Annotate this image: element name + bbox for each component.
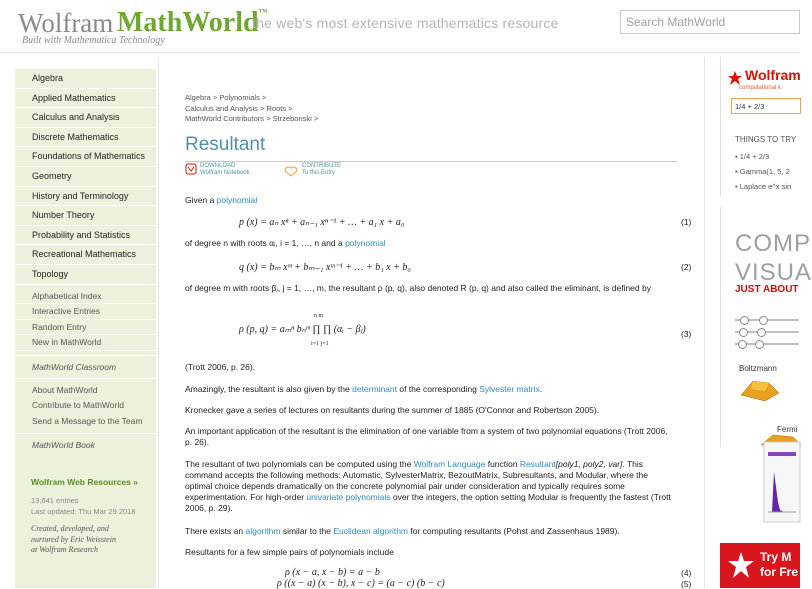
paragraph bbox=[185, 526, 675, 537]
link-polynomial[interactable]: polynomial bbox=[345, 238, 386, 248]
tagline: the web's most extensive mathematics resource bbox=[252, 15, 559, 31]
link-wolfram-language[interactable]: Wolfram Language bbox=[413, 459, 486, 469]
text: . bbox=[539, 384, 543, 394]
sidebar-item-applied-mathematics[interactable]: Applied Mathematics bbox=[15, 89, 156, 109]
breadcrumb bbox=[185, 93, 318, 125]
paragraph bbox=[185, 238, 675, 249]
product-upper-limits: n m bbox=[314, 313, 324, 319]
trademark: ™ bbox=[258, 7, 268, 17]
slider-handle[interactable] bbox=[738, 340, 747, 349]
equation-4: ρ (x − a, x − b) = a − b bbox=[285, 567, 380, 578]
slider[interactable] bbox=[735, 343, 799, 345]
paragraph: of degree m with roots βⱼ, j = 1, …, m, the resultant ρ (p, q), also denoted R (p, q) and also called the eliminant, is defined by bbox=[185, 283, 651, 293]
paragraph bbox=[185, 459, 675, 514]
try-item[interactable]: ▪ Gamma(1, 5, 2 bbox=[735, 167, 790, 176]
histogram-thumbnail bbox=[764, 442, 800, 527]
boltzmann-surface-image bbox=[739, 377, 781, 408]
paragraph: An important application of the resultant is the elimination of one variable from a system of two polynomial equations (Trott 2006, p. 26). bbox=[185, 426, 668, 447]
try-item-label: Laplace e^x sin bbox=[739, 182, 792, 191]
link-polynomial[interactable]: polynomial bbox=[216, 195, 258, 205]
things-to-try-heading: THINGS TO TRY bbox=[735, 135, 797, 144]
sidebar-item-calculus[interactable]: Calculus and Analysis bbox=[15, 108, 156, 128]
ad-heading-line: VISUA bbox=[735, 259, 812, 286]
link-resultant-function[interactable]: Resultant bbox=[519, 459, 556, 469]
slider-handle[interactable] bbox=[740, 316, 749, 325]
equation-2: q (x) = bₘ xᵐ + bₘ₋₁ xᵐ⁻¹ + … + b₁ x + b₀ bbox=[239, 262, 411, 273]
things-to-try-list bbox=[735, 149, 791, 194]
fermi-label: Fermi bbox=[777, 425, 798, 434]
site-header bbox=[0, 0, 800, 52]
wolfram-alpha-subtitle: computational k bbox=[739, 85, 782, 91]
slider-handle[interactable] bbox=[739, 328, 748, 337]
sidebar-item-classroom[interactable]: MathWorld Classroom bbox=[32, 361, 117, 372]
text: for computing resultants (Pohst and Zassenhaus 1989). bbox=[408, 526, 620, 536]
text: of the corresponding bbox=[397, 384, 480, 394]
ad-panel[interactable] bbox=[720, 207, 812, 447]
slider[interactable] bbox=[735, 319, 799, 321]
wolfram-alpha-widget bbox=[720, 57, 801, 197]
search-input[interactable]: Search MathWorld bbox=[620, 10, 800, 34]
sidebar-item-contribute[interactable]: Contribute to MathWorld bbox=[32, 400, 124, 411]
try-free-line: for Fre bbox=[760, 565, 799, 579]
sidebar-item-interactive-entries[interactable]: Interactive Entries bbox=[15, 304, 156, 320]
breadcrumb-line[interactable]: Calculus and Analysis > Roots > bbox=[185, 103, 293, 113]
download-icon bbox=[185, 163, 197, 175]
text: function bbox=[485, 459, 520, 469]
sidebar-item-discrete-mathematics[interactable]: Discrete Mathematics bbox=[15, 128, 156, 148]
sidebar-item-about[interactable]: About MathWorld bbox=[32, 384, 98, 395]
sidebar-divider bbox=[15, 433, 156, 434]
right-column bbox=[720, 57, 812, 588]
contribute-label-line1: CONTRIBUTE bbox=[302, 163, 341, 169]
text: of degree n with roots αᵢ, i = 1, …, n and a bbox=[185, 238, 346, 248]
text: similar to the bbox=[280, 526, 334, 536]
contribute-label bbox=[302, 163, 341, 177]
link-algorithm[interactable]: algorithm bbox=[245, 526, 281, 536]
text: Amazingly, the resultant is also given by the bbox=[185, 384, 353, 394]
last-updated: Last updated: Thu Mar 29 2018 bbox=[31, 507, 136, 516]
equation-number: (1) bbox=[681, 217, 692, 227]
credit-line: Created, developed, and bbox=[31, 524, 109, 533]
topic-nav bbox=[15, 69, 156, 285]
wolfram-spikey-icon bbox=[728, 71, 742, 85]
sidebar-item-new[interactable]: New in MathWorld bbox=[15, 335, 156, 351]
equation-1: p (x) = aₙ xⁿ + aₙ₋₁ xⁿ⁻¹ + … + a₁ x + a₀ bbox=[239, 217, 405, 228]
credit-line: at Wolfram Research bbox=[31, 545, 98, 554]
equation-5: ρ ((x − a) (x − b), x − c) = (a − c) (b − c) bbox=[277, 578, 445, 589]
function-arguments: [poly1, poly2, var] bbox=[555, 459, 623, 469]
link-univariate-polynomials[interactable]: univariate polynomials bbox=[306, 492, 391, 502]
paragraph: Resultants for a few simple pairs of polynomials include bbox=[185, 547, 394, 557]
slider-handle[interactable] bbox=[757, 328, 766, 337]
sidebar-item-topology[interactable]: Topology bbox=[15, 265, 156, 285]
link-determinant[interactable]: determinant bbox=[352, 384, 397, 394]
download-label-line1: DOWNLOAD bbox=[200, 163, 236, 169]
sidebar-divider bbox=[15, 355, 156, 356]
wolfram-spikey-icon bbox=[728, 552, 754, 578]
wolfram-alpha-logo[interactable]: Wolfram bbox=[745, 67, 801, 83]
text: There exists an bbox=[185, 526, 246, 536]
breadcrumb-line[interactable]: MathWorld Contributors > Strzebonski > bbox=[185, 114, 319, 124]
download-label-line2: Wolfram Notebook bbox=[200, 170, 250, 176]
text: Given a bbox=[185, 195, 217, 205]
sidebar-item-history[interactable]: History and Terminology bbox=[15, 187, 156, 207]
article bbox=[158, 57, 705, 588]
wolfram-alpha-input[interactable]: 1/4 + 2/3 bbox=[731, 98, 801, 114]
sidebar-item-alphabetical-index[interactable]: Alphabetical Index bbox=[15, 289, 156, 305]
sidebar-item-geometry[interactable]: Geometry bbox=[15, 167, 156, 187]
link-sylvester-matrix[interactable]: Sylvester matrix bbox=[479, 384, 540, 394]
download-label bbox=[200, 163, 250, 177]
title-divider bbox=[185, 161, 677, 162]
try-free-line: Try M bbox=[760, 550, 792, 564]
sidebar-item-foundations[interactable]: Foundations of Mathematics bbox=[15, 147, 156, 167]
sidebar-item-send-message[interactable]: Send a Message to the Team bbox=[32, 415, 143, 426]
ad-heading bbox=[735, 229, 812, 287]
sidebar-item-book[interactable]: MathWorld Book bbox=[32, 440, 95, 451]
index-nav bbox=[15, 289, 156, 351]
credit-line: nurtured by Eric Weisstein bbox=[31, 534, 116, 544]
try-item[interactable]: ▪ 1/4 + 2/3 bbox=[735, 152, 770, 161]
equation-number: (3) bbox=[681, 329, 692, 339]
paragraph bbox=[185, 384, 675, 395]
equation-number: (5) bbox=[681, 579, 692, 589]
paragraph: Kronecker gave a series of lectures on resultants during the summer of 1885 (O'Connor and Robertson 2005). bbox=[185, 405, 600, 415]
equation-number: (4) bbox=[681, 568, 692, 578]
slider-handle[interactable] bbox=[759, 316, 768, 325]
sidebar-item-random-entry[interactable]: Random Entry bbox=[15, 320, 156, 336]
sidebar-item-recreational[interactable]: Recreational Mathematics bbox=[15, 245, 156, 265]
download-notebook-button[interactable] bbox=[185, 163, 250, 177]
text: over the integers, the option setting Modular is frequently the fastest (Trott 2006, p. 29). bbox=[185, 492, 671, 513]
try-item-label: 1/4 + 2/3 bbox=[739, 152, 770, 161]
wolfram-web-resources-link[interactable]: Wolfram Web Resources » bbox=[31, 477, 138, 487]
sidebar-item-probability[interactable]: Probability and Statistics bbox=[15, 226, 156, 246]
equation-number: (2) bbox=[681, 262, 692, 272]
logo-mathworld-text: MathWorld bbox=[117, 7, 259, 38]
try-item-label: Gamma(1, 5, 2 bbox=[739, 167, 790, 176]
contribute-icon bbox=[283, 163, 299, 177]
paragraph: (Trott 2006, p. 26). bbox=[185, 362, 256, 372]
slider[interactable] bbox=[735, 331, 799, 333]
slider-handle[interactable] bbox=[755, 340, 764, 349]
boltzmann-label: Boltzmann bbox=[739, 364, 777, 373]
page-title: Resultant bbox=[185, 134, 266, 155]
sidebar-item-number-theory[interactable]: Number Theory bbox=[15, 206, 156, 226]
contribute-label-line2: To this Entry bbox=[302, 170, 336, 176]
equation-3: ρ (p, q) = aₘⁿ bₙᵐ ∏ ∏ (αᵢ − βⱼ) bbox=[239, 324, 366, 335]
contribute-button[interactable] bbox=[283, 163, 341, 177]
product-lower-limits: i=1 j=1 bbox=[311, 341, 329, 347]
ad-subheading: JUST ABOUT bbox=[735, 284, 799, 295]
paragraph bbox=[185, 195, 675, 206]
built-with: Built with Mathematica Technology bbox=[22, 35, 165, 46]
ad-heading-line: COMP bbox=[735, 230, 811, 257]
header-divider bbox=[0, 52, 800, 53]
entry-count: 13,641 entries bbox=[31, 496, 79, 505]
logo-wolfram[interactable]: Wolfram bbox=[18, 8, 114, 38]
try-free-banner[interactable] bbox=[720, 543, 800, 588]
try-item[interactable]: ▪ Laplace e^x sin bbox=[735, 182, 792, 191]
text: The resultant of two polynomials can be computed using the bbox=[185, 459, 414, 469]
sidebar-item-algebra[interactable]: Algebra bbox=[15, 69, 156, 89]
credit bbox=[31, 524, 151, 556]
link-euclidean-algorithm[interactable]: Euclidean algorithm bbox=[333, 526, 409, 536]
try-free-text bbox=[760, 550, 798, 580]
sidebar-divider bbox=[15, 378, 156, 379]
text: . This command accepts the following methods: Automatic, SylvesterMatrix, BezoutMatrix, Subresultants, and Modular, where the optimal choice depends dramatically on the concrete polynomial pair under consideration and typically requires some experimentation. For high-order bbox=[185, 459, 648, 502]
breadcrumb-line[interactable]: Algebra > Polynomials > bbox=[185, 93, 267, 102]
